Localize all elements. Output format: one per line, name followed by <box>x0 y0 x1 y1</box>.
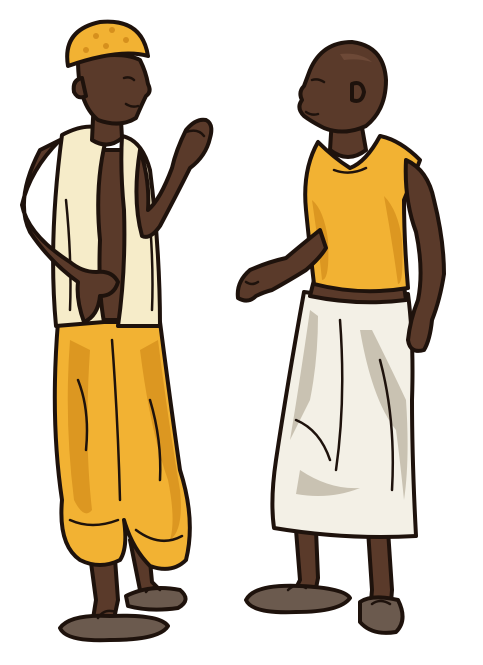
woman-wrap-skirt <box>272 292 416 537</box>
woman-crop-top <box>305 136 420 291</box>
man-figure <box>22 22 211 641</box>
man-harem-pants <box>55 322 190 569</box>
woman-figure <box>238 42 444 633</box>
woman-head <box>299 42 386 157</box>
man-sandals <box>60 587 186 640</box>
man-arm-right <box>136 120 211 237</box>
woman-arm-right <box>406 160 444 351</box>
